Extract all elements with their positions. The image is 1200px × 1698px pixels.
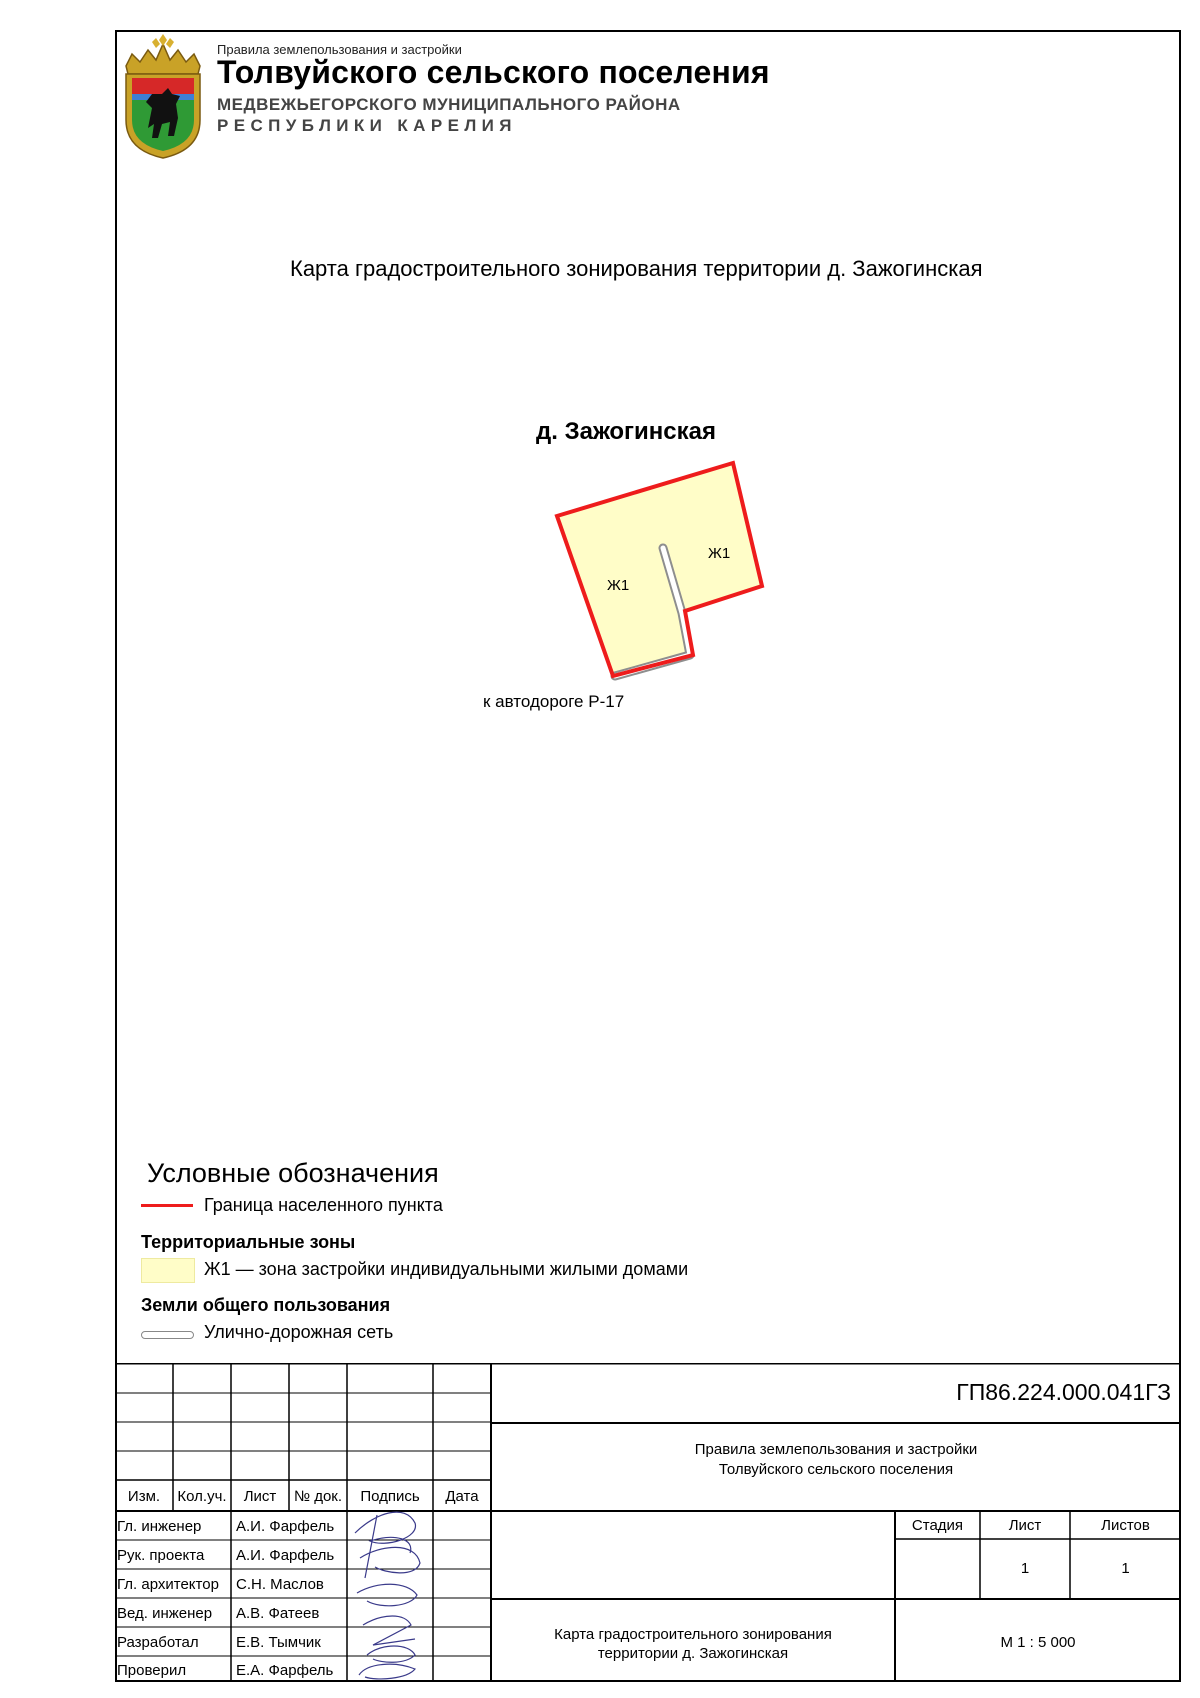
col-header-sign: Подпись [360,1488,420,1505]
scale: М 1 : 5 000 [1000,1634,1076,1651]
legend-boundary-label: Граница населенного пункта [204,1195,443,1215]
role-3: Гл. архитектор [117,1576,219,1593]
drawing-title-line-1: Карта градостроительного зонирования [554,1626,832,1643]
sheets-count: 1 [1121,1560,1130,1577]
legend-public-heading: Земли общего пользования [141,1295,391,1315]
project-line-2: Толвуйского сельского поселения [718,1461,954,1478]
sheet-label: Лист [1008,1517,1042,1534]
name-2: А.И. Фарфель [236,1547,335,1564]
legend-zone-label: Ж1 — зона застройки индивидуальными жилыми домами [204,1259,689,1279]
zone-zh1-area [557,463,762,676]
col-header-doc: № док. [293,1488,343,1505]
legend-boundary-swatch [141,1204,193,1207]
col-header-kol: Кол.уч. [177,1488,227,1505]
zone-label-zh1-east: Ж1 [708,545,731,562]
road-label: к автодороге Р-17 [483,692,625,711]
name-3: С.Н. Маслов [236,1576,324,1593]
drawing-title-line-2: территории д. Зажогинская [597,1645,789,1662]
header-title: Толвуйского сельского поселения [217,54,770,90]
role-4: Вед. инженер [117,1605,213,1622]
sheets-label: Листов [1101,1517,1150,1534]
title-block [115,1363,1181,1682]
legend-zone-swatch [141,1258,195,1283]
role-6: Проверил [117,1662,187,1679]
name-1: А.И. Фарфель [236,1518,335,1535]
col-header-list: Лист [243,1488,277,1505]
map-title: Карта градостроительного зонирования территории д. Зажогинская [290,256,983,281]
legend-road-swatch [141,1331,194,1339]
role-2: Рук. проекта [117,1547,205,1564]
role-1: Гл. инженер [117,1518,202,1535]
legend-title: Условные обозначения [147,1158,439,1188]
header-republic: РЕСПУБЛИКИ КАРЕЛИЯ [217,116,517,135]
sheet-number: 1 [1020,1560,1030,1577]
legend-road-label: Улично-дорожная сеть [204,1322,394,1342]
header-caption: Правила землепользования и застройки [217,42,462,57]
signatures [355,1512,420,1679]
project-line-1: Правила землепользования и застройки [694,1441,978,1458]
col-header-izm: Изм. [127,1488,161,1505]
role-5: Разработал [117,1634,199,1651]
name-6: Е.А. Фарфель [236,1662,334,1679]
zone-label-zh1-west: Ж1 [607,577,630,594]
name-5: Е.В. Тымчик [236,1634,321,1651]
header-district: МЕДВЕЖЬЕГОРСКОГО МУНИЦИПАЛЬНОГО РАЙОНА [217,95,681,114]
col-header-date: Дата [445,1488,479,1505]
legend-zones-heading: Территориальные зоны [141,1232,356,1252]
stage-label: Стадия [911,1517,964,1534]
village-name: д. Зажогинская [536,418,716,445]
zoning-map [0,0,1200,760]
name-4: А.В. Фатеев [236,1605,320,1622]
document-code: ГП86.224.000.041ГЗ [956,1379,1171,1405]
